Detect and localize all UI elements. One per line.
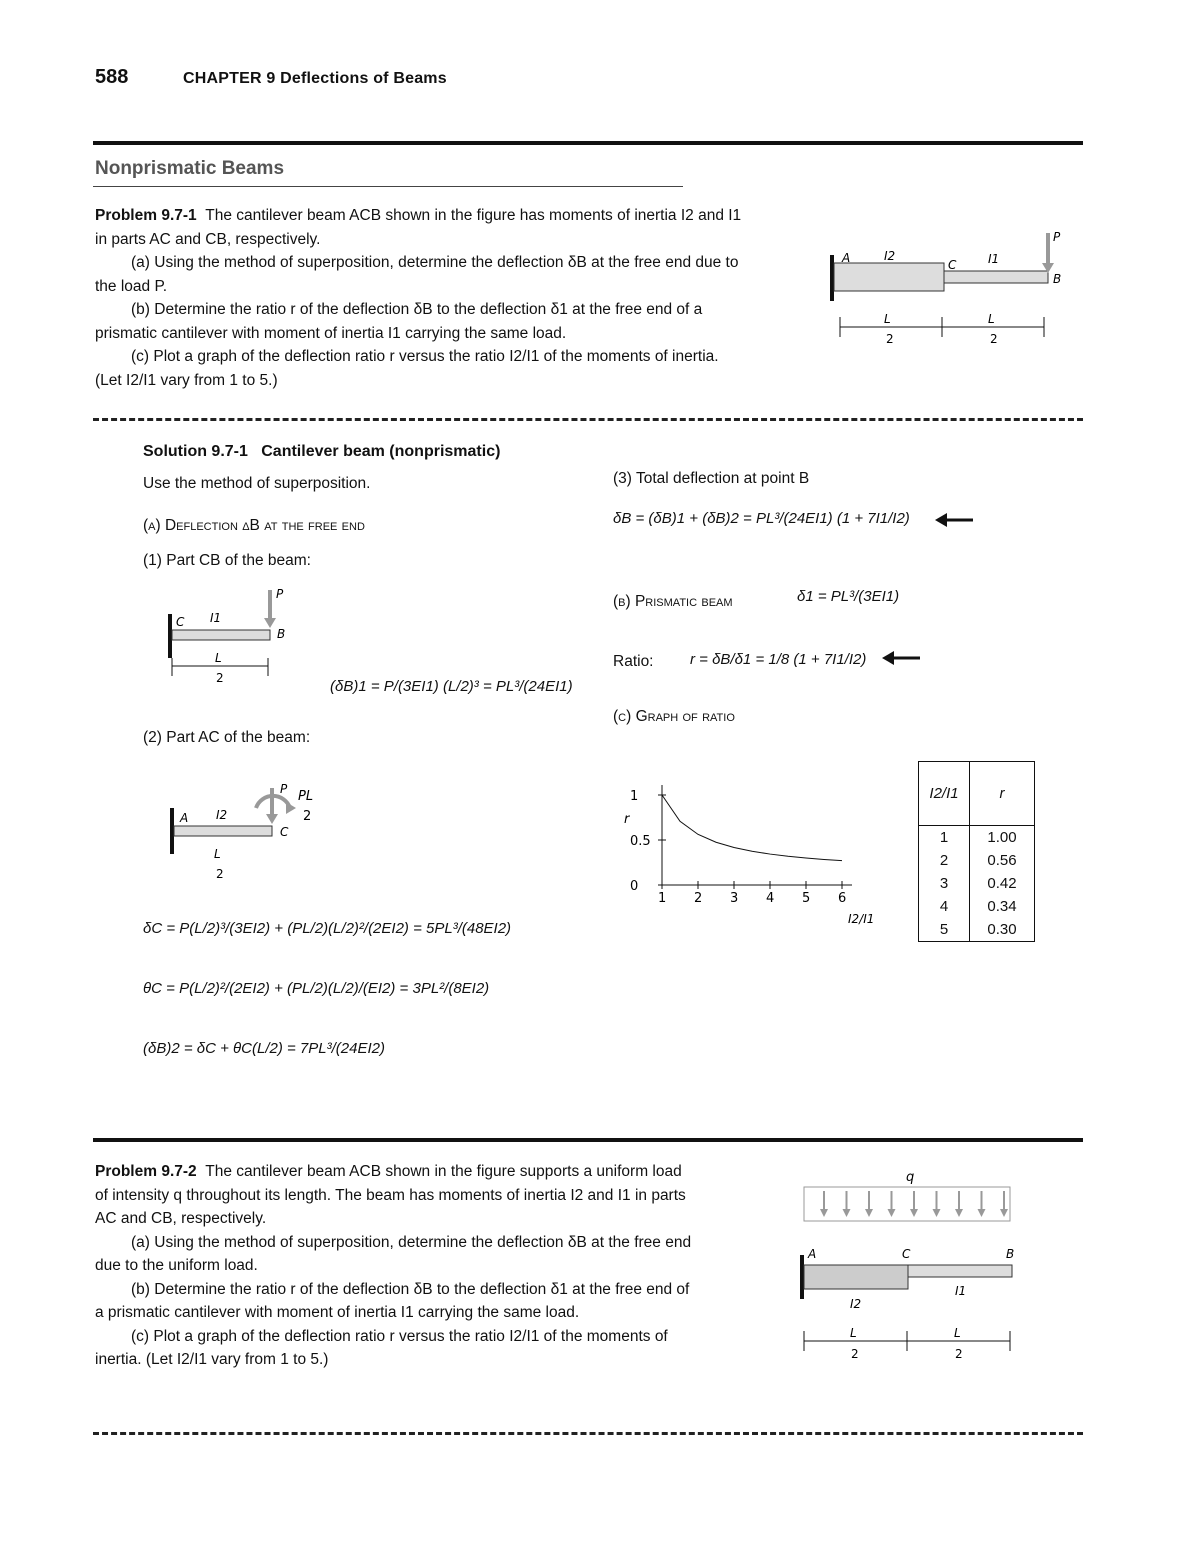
x-tick-label: 2: [694, 891, 703, 906]
chapter-title: CHAPTER 9 Deflections of Beams: [183, 70, 447, 87]
cell-ratio: 3: [919, 872, 970, 895]
cell-ratio: 2: [919, 849, 970, 872]
arrow-head-icon: [843, 1209, 851, 1217]
label-c: C: [176, 615, 185, 629]
dim-l: L: [850, 1326, 857, 1340]
dim-l: L: [954, 1326, 961, 1340]
ratio-table-box: [918, 761, 1035, 942]
beam-ac: [174, 826, 272, 836]
beam-segment-cb: [944, 271, 1048, 283]
x-tick-label: 1: [658, 891, 667, 906]
dim-2: 2: [216, 671, 224, 685]
label-i2: I2: [850, 1297, 862, 1311]
y-tick-label: 1: [630, 789, 639, 804]
y-tick-label: 0: [630, 879, 639, 894]
label-a: A: [808, 1247, 817, 1261]
arrow-head-icon: [955, 1209, 963, 1217]
problem-2-part-b: (b) Determine the ratio r of the deflection δB to the deflection δ1 at the free end of a prismatic cantilever with moment of inertia I1 carrying the same load.: [95, 1280, 690, 1321]
label-i2: I2: [884, 249, 896, 263]
section-title: Nonprismatic Beams: [95, 158, 285, 179]
fixed-support: [830, 255, 834, 301]
arrow-head-icon: [933, 1209, 941, 1217]
x-tick-label: 3: [730, 891, 739, 906]
header-ratio: I2/I1: [919, 762, 970, 826]
x-tick-label: 5: [802, 891, 811, 906]
beam-segment-cb: [908, 1265, 1012, 1277]
cell-r: 0.30: [987, 921, 1017, 938]
distributed-load-box: [804, 1187, 1010, 1221]
label-pl: PL: [298, 789, 314, 804]
x-tick-label: 6: [838, 891, 847, 906]
problem-2-part-c: (c) Plot a graph of the deflection ratio r versus the ratio I2/I1 of the moments of inertia. (Let I2/I1 vary from 1 to 5.): [95, 1327, 668, 1368]
arrow-head-icon: [266, 814, 278, 824]
header-rule: [93, 141, 1083, 145]
label-i1: I1: [988, 252, 1000, 266]
dim-l: L: [988, 312, 995, 326]
ratio-table: [918, 761, 1035, 942]
dim-l: L: [214, 847, 221, 861]
dim-2: 2: [990, 332, 998, 346]
part-cb-figure: [160, 582, 300, 692]
problem-2-beam-figure: [790, 1165, 1030, 1365]
equation-prismatic: δ1 = PL³/(3EI1): [797, 588, 900, 605]
y-tick-label: 0.5: [630, 834, 651, 849]
beam-segment-ac: [834, 263, 944, 291]
equation-total: δB = (δB)1 + (δB)2 = PL³/(24EI1) (1 + 7I1/I2): [613, 510, 910, 527]
dim-l: L: [215, 651, 222, 665]
result-arrow-icon: [935, 512, 975, 528]
label-q: q: [906, 1170, 915, 1185]
step-3-text: (3) Total deflection at point B: [613, 470, 810, 487]
fixed-support: [170, 808, 174, 854]
step-2-text: (2) Part AC of the beam:: [143, 729, 311, 746]
cell-r: 0.34: [987, 898, 1017, 915]
dim-2: 2: [851, 1347, 859, 1361]
part-c-heading: (c) Graph of ratio: [613, 708, 735, 725]
problem-1-beam-figure: [820, 225, 1080, 355]
problem-1-part-c: (c) Plot a graph of the deflection ratio r versus the ratio I2/I1 of the moments of inertia. (Let I2/I1 vary from 1 to 5.): [95, 348, 719, 389]
part-ac-figure: [160, 778, 340, 888]
problem-1-intro: The cantilever beam ACB shown in the figure has moments of inertia I2 and I1 in parts AC and CB, respectively.: [95, 207, 742, 248]
table-row: [919, 918, 1035, 942]
equation-delta-b1: (δB)1 = P/(3EI1) (L/2)³ = PL³/(24EI1): [330, 678, 573, 695]
arrow-head-icon: [978, 1209, 986, 1217]
step-1-text: (1) Part CB of the beam:: [143, 552, 311, 569]
problem-1-label: Problem 9.7-1: [95, 207, 197, 224]
distributed-load-arrows: [820, 1191, 1008, 1217]
label-b: B: [1006, 1247, 1015, 1261]
label-b: B: [277, 627, 286, 641]
x-axis-label: I2/I1: [848, 912, 875, 926]
ratio-curve: [662, 795, 842, 861]
dim-2: 2: [886, 332, 894, 346]
cell-ratio: 1: [919, 826, 970, 850]
label-p: P: [280, 782, 288, 796]
table-row: [919, 849, 1035, 872]
cell-ratio: 5: [919, 918, 970, 942]
beam-segment-ac: [804, 1265, 908, 1289]
arrow-head-icon: [264, 618, 276, 628]
equation-delta-c: δC = P(L/2)³/(3EI2) + (PL/2)(L/2)²/(2EI2) = 5PL³/(48EI2): [143, 920, 512, 937]
table-row: [919, 872, 1035, 895]
divider-dashed: [93, 418, 1083, 421]
problem-1-part-b: (b) Determine the ratio r of the deflection δB to the deflection δ1 at the free end of a prismatic cantilever with moment of inertia I1 carrying the same load.: [95, 301, 703, 342]
label-p: P: [276, 587, 284, 601]
label-i1: I1: [210, 611, 222, 625]
arrow-head-icon: [286, 802, 296, 814]
fixed-support: [800, 1255, 804, 1299]
fixed-support: [168, 614, 172, 658]
arrow-head-icon: [865, 1209, 873, 1217]
label-c: C: [280, 825, 289, 839]
problem-2-intro: The cantilever beam ACB shown in the figure supports a uniform load of intensity q throughout its length. The beam has moments of inertia I2 and I1 in parts AC and CB, respectively.: [95, 1163, 686, 1227]
dim-l: L: [884, 312, 891, 326]
solution-heading: [143, 441, 500, 463]
part-a-heading: (a) Deflection δB at the free end: [143, 517, 365, 534]
beam-cb: [172, 630, 270, 640]
divider-dashed: [93, 1432, 1083, 1435]
arrow-head-icon: [888, 1209, 896, 1217]
header-r: r: [970, 762, 1035, 826]
solution-method: Use the method of superposition.: [143, 475, 371, 492]
equation-delta-b2: (δB)2 = δC + θC(L/2) = 7PL³/(24EI2): [143, 1040, 385, 1057]
dim-2: 2: [955, 1347, 963, 1361]
problem-2-label: Problem 9.7-2: [95, 1163, 197, 1180]
label-i2: I2: [216, 808, 228, 822]
arrow-head-icon: [1000, 1209, 1008, 1217]
problem-2-part-a: (a) Using the method of superposition, determine the deflection δB at the free end due to the uniform load.: [95, 1233, 692, 1274]
table-header-row: [919, 762, 1035, 826]
cell-r: 0.56: [987, 852, 1017, 869]
label-p: P: [1053, 230, 1061, 244]
ratio-label: Ratio:: [613, 653, 654, 670]
result-arrow-icon: [882, 650, 922, 666]
cell-r: 0.42: [987, 875, 1017, 892]
x-tick-label: 4: [766, 891, 775, 906]
problem-2-text: [95, 1160, 695, 1372]
label-c: C: [948, 258, 957, 272]
table-row: [919, 826, 1035, 850]
part-b-heading: (b) Prismatic beam: [613, 593, 733, 610]
label-i1: I1: [955, 1284, 967, 1298]
problem-1-part-a: (a) Using the method of superposition, determine the deflection δB at the free end due to the load P.: [95, 254, 739, 295]
cell-r: 1.00: [987, 829, 1017, 846]
problem-1-text: [95, 204, 745, 392]
page-number: 588: [95, 66, 129, 88]
equation-ratio: r = δB/δ1 = 1/8 (1 + 7I1/I2): [690, 651, 867, 668]
label-a: A: [180, 811, 189, 825]
arrow-head-icon: [910, 1209, 918, 1217]
label-a: A: [842, 251, 851, 265]
ratio-chart: [610, 770, 880, 960]
section-rule: [93, 1138, 1083, 1142]
solution-label: Solution 9.7-1: [143, 443, 248, 460]
arrow-head-icon: [820, 1209, 828, 1217]
label-b: B: [1053, 272, 1062, 286]
cell-ratio: 4: [919, 895, 970, 918]
dim-2: 2: [216, 867, 224, 881]
table-row: [919, 895, 1035, 918]
section-underline: [93, 186, 683, 187]
label-pl-2: 2: [303, 809, 312, 824]
label-c: C: [902, 1247, 911, 1261]
y-axis-label: r: [624, 812, 630, 827]
solution-title: Cantilever beam (nonprismatic): [261, 443, 501, 460]
equation-theta-c: θC = P(L/2)²/(2EI2) + (PL/2)(L/2)/(EI2) = 3PL²/(8EI2): [143, 980, 490, 997]
